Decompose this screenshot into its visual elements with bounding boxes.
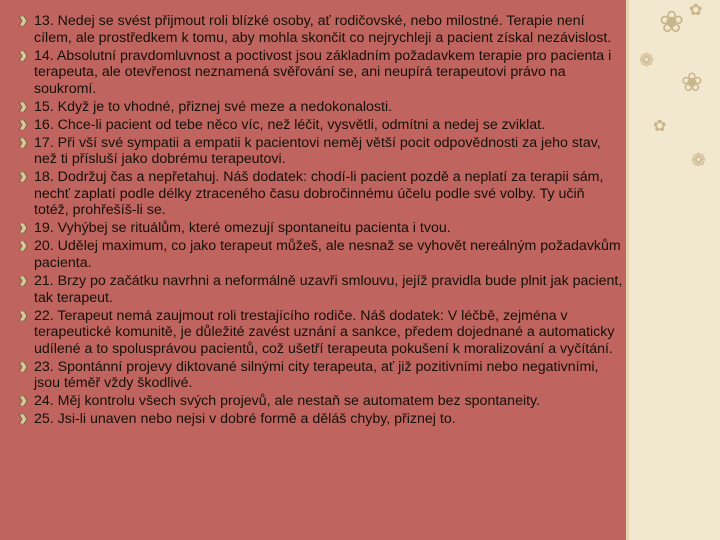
- list-item: [18, 117, 623, 134]
- list-item-text: 18. Dodržuj čas a nepřetahuj. Náš dodatek: chodí-li pacient pozdě a neplatí za terapii sám, nechť zaplatí podle délky ztraceného času dobročinnému účelu podle své volby. Ty učiň totéž, prohřešíš-li se.: [34, 169, 604, 219]
- list-item: [18, 169, 623, 219]
- list-item: [18, 99, 623, 116]
- list-item-text: 14. Absolutní pravdomluvnost a poctivost jsou základním požadavkem terapie pro pacienta i terapeuta, ale otevřenost neznamená svěřování se, ani neupírá terapeutovi právo na soukromí.: [34, 47, 612, 97]
- list-item-text: 24. Měj kontrolu všech svých projevů, ale nestaň se automatem bez spontaneity.: [34, 393, 541, 410]
- floral-ornament-icon: ❀: [659, 5, 685, 40]
- list-item: [18, 359, 623, 392]
- bullet-icon: [18, 120, 28, 130]
- list-item-text: 23. Spontánní projevy diktované silnými city terapeuta, ať již pozitivními nebo negativními, jsou téměř vždy škodlivé.: [34, 358, 599, 392]
- list-item-text: 13. Nedej se svést přijmout roli blízké osoby, ať rodičovské, nebo milostné. Terapie není cílem, ale prostředkem k tomu, aby mohla skončit co nejrychleji a pacient získal nezávislost.: [34, 13, 612, 46]
- list-item: [18, 13, 623, 46]
- floral-ornament-icon: ❁: [639, 50, 655, 71]
- bullet-icon: [18, 276, 28, 286]
- list-item-text: 22. Terapeut nemá zaujmout roli trestajícího rodiče. Náš dodatek: V léčbě, zejména v terapeutické komunitě, je důležité zavést uznání a sankce, předem dojednané a automaticky udílené a to spolusprávou pacientů, což ušetří terapeuta pokušení k moralizování a vyčítání.: [34, 307, 615, 357]
- bullet-icon: [18, 16, 28, 26]
- floral-ornament-icon: ❁: [691, 150, 707, 171]
- list-item: [18, 135, 623, 168]
- list-item: [18, 220, 623, 237]
- bullet-icon: [18, 223, 28, 233]
- list-item-text: 17. Při vší své sympatii a empatii k pacientovi neměj větší pocit odpovědnosti za jeho stav, než ti přísluší jako dobrému terapeutovi.: [34, 134, 601, 168]
- guidelines-list: [18, 13, 623, 429]
- list-item-text: 25. Jsi-li unaven nebo nejsi v dobré formě a děláš chyby, přiznej to.: [34, 411, 456, 428]
- list-item: [18, 308, 623, 358]
- bullet-icon: [18, 396, 28, 406]
- list-item-text: 21. Brzy po začátku navrhni a neformálně uzavři smlouvu, jejíž pravidla bude plnit jak pacient, tak terapeut.: [34, 273, 623, 306]
- list-item: [18, 393, 623, 410]
- list-item: [18, 238, 623, 271]
- floral-ornament-icon: ✿: [653, 116, 667, 135]
- list-item-text: 19. Vyhýbej se rituálům, které omezují spontaneitu pacienta i tvou.: [34, 220, 451, 237]
- list-item: [18, 48, 623, 98]
- list-item: [18, 411, 623, 428]
- list-item-text: 16. Chce-li pacient od tebe něco víc, než léčit, vysvětli, odmítni a nedej se zviklat.: [34, 116, 546, 133]
- bullet-icon: [18, 102, 28, 112]
- bullet-icon: [18, 172, 28, 182]
- floral-ornament-icon: ✿: [689, 0, 703, 19]
- bullet-icon: [18, 362, 28, 372]
- decorative-side-panel: [626, 0, 720, 540]
- list-item-text: 20. Udělej maximum, co jako terapeut můžeš, ale nesnaž se vyhovět nereálným požadavkům pacienta.: [34, 238, 621, 272]
- bullet-icon: [18, 311, 28, 321]
- floral-ornament-icon: ❀: [681, 68, 703, 98]
- bullet-icon: [18, 51, 28, 61]
- bullet-icon: [18, 138, 28, 148]
- list-item-text: 15. Když je to vhodné, přiznej své meze a nedokonalosti.: [34, 98, 393, 115]
- bullet-icon: [18, 241, 28, 251]
- bullet-icon: [18, 414, 28, 424]
- list-item: [18, 273, 623, 306]
